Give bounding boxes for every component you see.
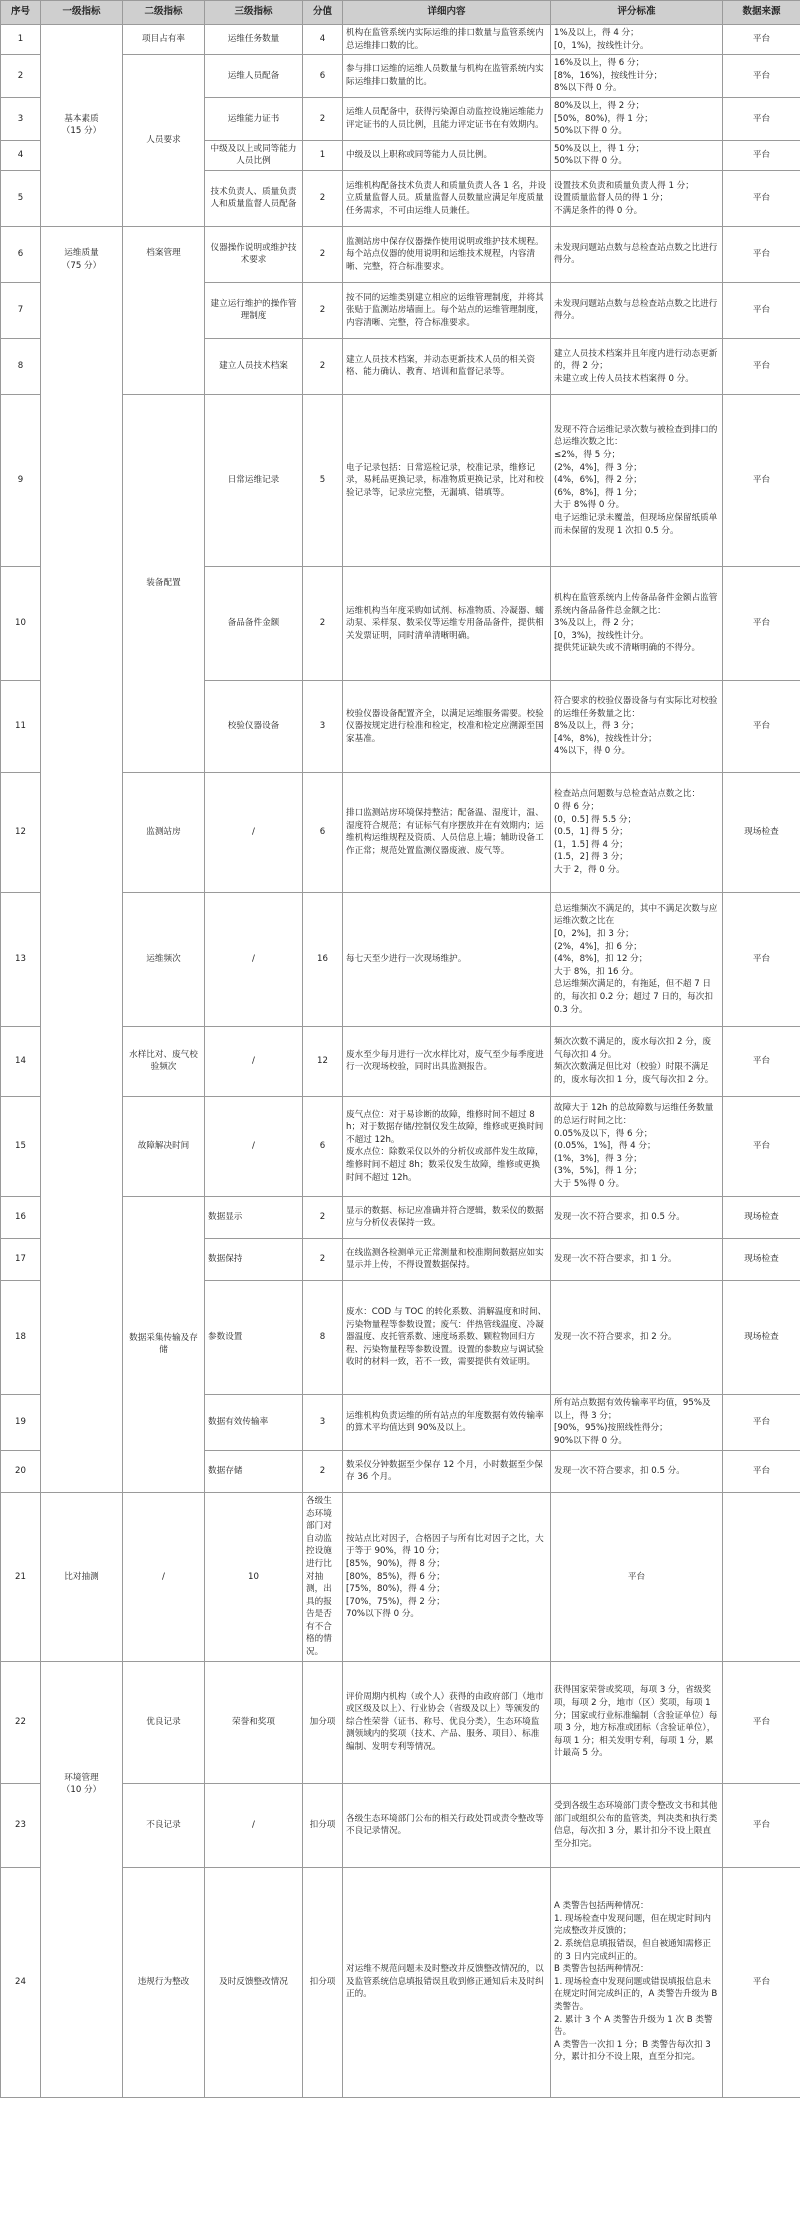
row-index: 22 bbox=[1, 1661, 41, 1783]
source-cell: 平台 bbox=[723, 1783, 800, 1867]
source-cell: 平台 bbox=[723, 1394, 800, 1450]
row-index: 11 bbox=[1, 680, 41, 772]
score-cell: 2 bbox=[303, 282, 343, 338]
detail-cell: 数采仪分钟数据至少保存 12 个月，小时数据至少保存 36 个月。 bbox=[343, 1450, 551, 1492]
score-cell: 2 bbox=[303, 1450, 343, 1492]
source-cell: 平台 bbox=[723, 1450, 800, 1492]
score-cell: 2 bbox=[303, 338, 343, 394]
table-row bbox=[1, 1492, 800, 1661]
score-cell: 3 bbox=[303, 1394, 343, 1450]
detail-cell: 监测站房中保存仪器操作使用说明或维护技术规程。每个站点仪器的使用说明和运维技术规程，内容清晰、完整，符合标准要求。 bbox=[343, 226, 551, 282]
row-index: 24 bbox=[1, 1867, 41, 2097]
source-cell: 平台 bbox=[723, 282, 800, 338]
criteria-cell: 16%及以上，得 6 分； [8%，16%)，按线性计分； 8%以下得 0 分。 bbox=[551, 55, 723, 98]
cat3-cell: 技术负责人、质量负责人和质量监督人员配备 bbox=[205, 170, 303, 226]
score-cell: 2 bbox=[303, 1238, 343, 1280]
criteria-cell: 故障大于 12h 的总故障数与运维任务数量的总运行时间之比： 0.05%及以下，得 6 分； (0.05%，1%]，得 4 分； (1%，3%]，得 3 分； (3%，5%]，得 1 分； 大于 5%得 0 分。 bbox=[551, 1096, 723, 1196]
criteria-cell: 机构在监管系统内上传备品备件金额占监管系统内备品备件总金额之比： 3%及以上，得 2 分； [0，3%)，按线性计分。 提供凭证缺失或不清晰明确的不得分。 bbox=[551, 566, 723, 680]
source-cell: 平台 bbox=[723, 1026, 800, 1096]
cat2-equipment: 装备配置 bbox=[123, 394, 205, 772]
detail-cell: 各级生态环境部门公布的相关行政处罚或责令整改等不良记录情况。 bbox=[343, 1783, 551, 1867]
detail-cell: 在线监测各检测单元正常测量和校准期间数据应如实显示并上传，不得设置数据保持。 bbox=[343, 1238, 551, 1280]
cat2-monitoring-station: 监测站房 bbox=[123, 772, 205, 892]
row-index: 10 bbox=[1, 566, 41, 680]
row-index: 2 bbox=[1, 55, 41, 98]
table-header-row bbox=[1, 1, 800, 25]
cat3-cell: 运维任务数量 bbox=[205, 25, 303, 55]
score-cell: 1 bbox=[303, 140, 343, 170]
cat2-data-acquisition: 数据采集传输及存储 bbox=[123, 1196, 205, 1492]
row-index: 16 bbox=[1, 1196, 41, 1238]
source-cell: 现场检查 bbox=[723, 772, 800, 892]
detail-cell: 机构在监管系统内实际运维的排口数量与监管系统内总运维排口数的比。 bbox=[343, 25, 551, 55]
score-cell: 6 bbox=[303, 1096, 343, 1196]
score-cell: 扣分项 bbox=[303, 1867, 343, 2097]
row-index: 7 bbox=[1, 282, 41, 338]
row-index: 17 bbox=[1, 1238, 41, 1280]
cat3-cell: 校验仪器设备 bbox=[205, 680, 303, 772]
row-index: 9 bbox=[1, 394, 41, 566]
source-cell: 平台 bbox=[723, 338, 800, 394]
cat3-cell: 运维人员配备 bbox=[205, 55, 303, 98]
row-index: 13 bbox=[1, 892, 41, 1026]
cat3-cell: 数据显示 bbox=[205, 1196, 303, 1238]
row-index: 3 bbox=[1, 97, 41, 140]
header-source: 数据来源 bbox=[723, 1, 800, 25]
source-cell: 平台 bbox=[723, 170, 800, 226]
detail-cell: 对运维不规范问题未及时整改并反馈整改情况的，以及监管系统信息填报错误且收到修正通知后未及时纠正的。 bbox=[343, 1867, 551, 2097]
source-cell: 平台 bbox=[723, 55, 800, 98]
detail-cell: 评价周期内机构（或个人）获得的由政府部门（地市或区级及以上）、行业协会（省级及以上）等颁发的综合性荣誉（证书、称号、优良分类），生态环境监测领域内的奖项（技术、产品、服务、项目）、标准编制、发明专利等情况。 bbox=[343, 1661, 551, 1783]
source-cell: 平台 bbox=[723, 1661, 800, 1783]
row-index: 19 bbox=[1, 1394, 41, 1450]
detail-cell: 运维机构当年度采购如试剂、标准物质、冷凝器、蠕动泵、采样泵、数采仪等运维专用备品备件，提供相关发票证明，同时清单清晰明确。 bbox=[343, 566, 551, 680]
criteria-cell: 80%及以上，得 2 分； [50%，80%)，得 1 分； 50%以下得 0 分。 bbox=[551, 97, 723, 140]
criteria-cell: 发现不符合运维记录次数与被检查到排口的总运维次数之比： ≤2%，得 5 分； (2%，4%]，得 3 分； (4%，6%]，得 2 分； (6%，8%]，得 1 分； 大于 8%得 0 分。 电子运维记录未覆盖，但现场应保留纸质单而未保留的发现 1 次扣 0.5 分。 bbox=[551, 394, 723, 566]
criteria-cell: 未发现问题站点数与总检查站点数之比进行得分。 bbox=[551, 282, 723, 338]
score-cell: 2 bbox=[303, 170, 343, 226]
cat3-cell: 建立人员技术档案 bbox=[205, 338, 303, 394]
cat1-operation-quality: 运维质量 （75 分） bbox=[41, 226, 123, 1492]
source-cell: 平台 bbox=[723, 140, 800, 170]
table-row bbox=[1, 1661, 800, 1783]
row-index: 8 bbox=[1, 338, 41, 394]
source-cell: 平台 bbox=[723, 1096, 800, 1196]
row-index: 4 bbox=[1, 140, 41, 170]
header-index: 序号 bbox=[1, 1, 41, 25]
table-row bbox=[1, 226, 800, 282]
source-cell: 平台 bbox=[723, 394, 800, 566]
criteria-cell: 发现一次不符合要求，扣 2 分。 bbox=[551, 1280, 723, 1394]
cat3-cell: / bbox=[205, 1783, 303, 1867]
detail-cell: 建立人员技术档案，并动态更新技术人员的相关资格、能力确认、教育、培训和监督记录等。 bbox=[343, 338, 551, 394]
detail-cell: 废水至少每月进行一次水样比对，废气至少每季度进行一次现场校验，同时出具监测报告。 bbox=[343, 1026, 551, 1096]
criteria-cell: 设置技术负责和质量负责人得 1 分； 设置质量监督人员的得 1 分； 不满足条件的得 0 分。 bbox=[551, 170, 723, 226]
detail-cell: 按不同的运维类别建立相应的运维管理制度，并将其张贴于监测站房墙面上。每个站点的运维管理制度，内容清晰、完整，符合标准要求。 bbox=[343, 282, 551, 338]
cat3-cell: / bbox=[205, 1096, 303, 1196]
cat2-project-share: 项目占有率 bbox=[123, 25, 205, 55]
cat3-cell: 建立运行维护的操作管理制度 bbox=[205, 282, 303, 338]
cat3-cell: / bbox=[205, 772, 303, 892]
criteria-cell: 建立人员技术档案并且年度内进行动态更新的，得 2 分； 未建立或上传人员技术档案得 0 分。 bbox=[551, 338, 723, 394]
cat2-violation-rectification: 违规行为整改 bbox=[123, 1867, 205, 2097]
row-index: 6 bbox=[1, 226, 41, 282]
cat3-cell: 日常运维记录 bbox=[205, 394, 303, 566]
cat2-comparison-frequency: 水样比对、废气校验频次 bbox=[123, 1026, 205, 1096]
row-index: 18 bbox=[1, 1280, 41, 1394]
cat3-cell: 中级及以上或同等能力人员比例 bbox=[205, 140, 303, 170]
score-cell: 扣分项 bbox=[303, 1783, 343, 1867]
detail-cell: 参与排口运维的运维人员数量与机构在监管系统内实际运维排口数量的比。 bbox=[343, 55, 551, 98]
row-index: 20 bbox=[1, 1450, 41, 1492]
header-criteria: 评分标准 bbox=[551, 1, 723, 25]
row-index: 21 bbox=[1, 1492, 41, 1661]
detail-cell: 运维机构配备技术负责人和质量负责人各 1 名，并设立质量监督人员。质量监督人员数量应满足年度质量任务需求，不可由运维人员兼任。 bbox=[343, 170, 551, 226]
score-cell: 2 bbox=[303, 566, 343, 680]
criteria-cell: A 类警告包括两种情况： 1. 现场检查中发现问题，但在规定时间内完成整改并反馈的； 2. 系统信息填报错误，但自被通知需修正的 3 日内完成纠正的。 B 类警告包括两种情况： 1. 现场检查中发现问题或错误填报信息未在规定时间完成纠正的，A 类警告升级为 B 类警告。 2. 累计 3 个 A 类警告升级为 1 次 B 类警告。 A 类警告一次扣 1 分；B 类警告每次扣 3 分，累计扣分不设上限，直至分扣完。 bbox=[551, 1867, 723, 2097]
score-cell: 加分项 bbox=[303, 1661, 343, 1783]
cat3-cell: 荣誉和奖项 bbox=[205, 1661, 303, 1783]
cat3-cell: / bbox=[205, 892, 303, 1026]
header-level1: 一级指标 bbox=[41, 1, 123, 25]
row-index: 23 bbox=[1, 1783, 41, 1867]
cat2-maintenance-frequency: 运维频次 bbox=[123, 892, 205, 1026]
score-cell: 6 bbox=[303, 772, 343, 892]
cat3-cell: 数据保持 bbox=[205, 1238, 303, 1280]
detail-cell: 运维人员配备中，获得污染源自动监控设施运维能力评定证书的人员比例，且能力评定证书在有效期内。 bbox=[343, 97, 551, 140]
cat2-fault-resolution: 故障解决时间 bbox=[123, 1096, 205, 1196]
score-cell: 8 bbox=[303, 1280, 343, 1394]
row-index: 15 bbox=[1, 1096, 41, 1196]
score-cell: 4 bbox=[303, 25, 343, 55]
criteria-cell: 按站点比对因子，合格因子与所有比对因子之比，大于等于 90%，得 10 分； [85%，90%)，得 8 分； [80%，85%)，得 6 分； [75%，80%)，得 4 分； [70%，75%)，得 2 分； 70%以下得 0 分。 bbox=[343, 1492, 551, 1661]
cat3-cell: 数据有效传输率 bbox=[205, 1394, 303, 1450]
score-cell: 2 bbox=[303, 97, 343, 140]
cat2-archive-management: 档案管理 bbox=[123, 226, 205, 394]
source-cell: 现场检查 bbox=[723, 1280, 800, 1394]
criteria-cell: 符合要求的校验仪器设备与有实际比对校验的运维任务数量之比： 8%及以上，得 3 分； [4%，8%)，按线性计分； 4%以下，得 0 分。 bbox=[551, 680, 723, 772]
score-cell: 6 bbox=[303, 55, 343, 98]
cat2-staff-requirements: 人员要求 bbox=[123, 55, 205, 227]
cat3-cell: / bbox=[205, 1026, 303, 1096]
score-cell: 10 bbox=[205, 1492, 303, 1661]
criteria-cell: 发现一次不符合要求，扣 0.5 分。 bbox=[551, 1196, 723, 1238]
cat3-cell: 参数设置 bbox=[205, 1280, 303, 1394]
cat1-environment-management: 环境管理 （10 分） bbox=[41, 1661, 123, 2097]
score-cell: 3 bbox=[303, 680, 343, 772]
cat3-cell: 运维能力证书 bbox=[205, 97, 303, 140]
cat2-spot-check: 比对抽测 bbox=[41, 1492, 123, 1661]
cat3-cell: 备品备件金额 bbox=[205, 566, 303, 680]
source-cell: 平台 bbox=[723, 566, 800, 680]
detail-cell: 排口监测站房环境保持整洁；配备温、湿度计，温、湿度符合规范；有证标气有序摆放并在有效期内；运维机构运维规程及资质、人员信息上墙；辅助设备工作正常；规范处置监测仪器废液、废气等。 bbox=[343, 772, 551, 892]
row-index: 1 bbox=[1, 25, 41, 55]
detail-cell: 显示的数据、标记应准确并符合逻辑，数采仪的数据应与分析仪表保持一致。 bbox=[343, 1196, 551, 1238]
score-cell: 5 bbox=[303, 394, 343, 566]
criteria-cell: 获得国家荣誉或奖项，每项 3 分，省级奖项，每项 2 分，地市（区）奖项，每项 1 分；国家或行业标准编制（含验证单位）每项 3 分，地方标准或团标（含验证单位），每项 1 分；相关发明专利，每项 1 分，累计最高 5 分。 bbox=[551, 1661, 723, 1783]
detail-cell: 电子记录包括：日常巡检记录，校准记录，维修记录，易耗品更换记录，标准物质更换记录，比对和校验记录等，记录应完整，无漏填、错填等。 bbox=[343, 394, 551, 566]
detail-cell: 运维机构负责运维的所有站点的年度数据有效传输率的算术平均值达到 90%及以上。 bbox=[343, 1394, 551, 1450]
score-cell: 16 bbox=[303, 892, 343, 1026]
table-row bbox=[1, 25, 800, 55]
criteria-cell: 50%及以上，得 1 分； 50%以下得 0 分。 bbox=[551, 140, 723, 170]
cat3-cell: 数据存储 bbox=[205, 1450, 303, 1492]
header-detail: 详细内容 bbox=[343, 1, 551, 25]
detail-cell: 每七天至少进行一次现场维护。 bbox=[343, 892, 551, 1026]
detail-cell: 废水：COD 与 TOC 的转化系数、消解温度和时间、污染物量程等参数设置；废气：伴热管线温度、冷凝器温度、皮托管系数、速度场系数、颗粒物回归方程、污染物量程等参数设置。设置的参数应与调试验收时的材料一致，若不一致，需要提供有效证明。 bbox=[343, 1280, 551, 1394]
cat2-bad-record: 不良记录 bbox=[123, 1783, 205, 1867]
row-index: 12 bbox=[1, 772, 41, 892]
row-index: 5 bbox=[1, 170, 41, 226]
cat3-cell: 及时反馈整改情况 bbox=[205, 1867, 303, 2097]
source-cell: 平台 bbox=[723, 25, 800, 55]
criteria-cell: 检查站点问题数与总检查站点数之比： 0 得 6 分； (0，0.5] 得 5.5 分； (0.5，1] 得 5 分； (1，1.5] 得 4 分； (1.5，2] 得 3 分； 大于 2，得 0 分。 bbox=[551, 772, 723, 892]
cat3-cell: 仪器操作说明或维护技术要求 bbox=[205, 226, 303, 282]
cat3-cell: / bbox=[123, 1492, 205, 1661]
criteria-cell: 所有站点数据有效传输率平均值，95%及以上，得 3 分； [90%，95%)按照线性得分； 90%以下得 0 分。 bbox=[551, 1394, 723, 1450]
source-cell: 平台 bbox=[723, 892, 800, 1026]
criteria-cell: 1%及以上，得 4 分； [0，1%)，按线性计分。 bbox=[551, 25, 723, 55]
score-cell: 2 bbox=[303, 1196, 343, 1238]
source-cell: 平台 bbox=[723, 226, 800, 282]
criteria-cell: 频次次数不满足的，废水每次扣 2 分，废气每次扣 4 分。 频次次数满足但比对（校验）时限不满足的，废水每次扣 1 分，废气每次扣 2 分。 bbox=[551, 1026, 723, 1096]
detail-cell: 中级及以上职称或同等能力人员比例。 bbox=[343, 140, 551, 170]
source-cell: 平台 bbox=[723, 1867, 800, 2097]
criteria-cell: 受到各级生态环境部门责令整改文书和其他部门或组织公布的监管类，判决类和执行类信息，每次扣 3 分，累计扣分不设上限直至分扣完。 bbox=[551, 1783, 723, 1867]
source-cell: 平台 bbox=[723, 680, 800, 772]
source-cell: 平台 bbox=[551, 1492, 723, 1661]
detail-cell: 校验仪器设备配置齐全，以满足运维服务需要。校验仪器按规定进行检准和检定，校准和检定应溯源至国家基准。 bbox=[343, 680, 551, 772]
cat2-good-record: 优良记录 bbox=[123, 1661, 205, 1783]
criteria-cell: 未发现问题站点数与总检查站点数之比进行得分。 bbox=[551, 226, 723, 282]
header-level3: 三级指标 bbox=[205, 1, 303, 25]
header-level2: 二级指标 bbox=[123, 1, 205, 25]
criteria-cell: 总运维频次不满足的，其中不满足次数与应运维次数之比在 [0，2%]，扣 3 分； (2%，4%]，扣 6 分； (4%，8%]，扣 12 分； 大于 8%，扣 16 分。 总运维频次满足的，有拖延，但不超 7 日的，每次扣 0.2 分；超过 7 日的，每次扣 0.3 分。 bbox=[551, 892, 723, 1026]
score-cell: 2 bbox=[303, 226, 343, 282]
source-cell: 现场检查 bbox=[723, 1238, 800, 1280]
detail-cell: 废气点位：对于易诊断的故障，维修时间不超过 8h；对于数据存储/控制仪发生故障，维修或更换时间不超过 12h。 废水点位：除数采仪以外的分析仪或部件发生故障，维修时间不超过 8h；数采仪发生故障，维修或更换时间不超过 12h。 bbox=[343, 1096, 551, 1196]
criteria-cell: 发现一次不符合要求，扣 0.5 分。 bbox=[551, 1450, 723, 1492]
source-cell: 平台 bbox=[723, 97, 800, 140]
cat1-basic-quality: 基本素质 （15 分） bbox=[41, 25, 123, 227]
header-score: 分值 bbox=[303, 1, 343, 25]
score-cell: 12 bbox=[303, 1026, 343, 1096]
row-index: 14 bbox=[1, 1026, 41, 1096]
source-cell: 现场检查 bbox=[723, 1196, 800, 1238]
criteria-cell: 发现一次不符合要求，扣 1 分。 bbox=[551, 1238, 723, 1280]
detail-cell: 各级生态环境部门对自动监控设施进行比对抽测，出具的报告是否有不合格的情况。 bbox=[303, 1492, 343, 1661]
